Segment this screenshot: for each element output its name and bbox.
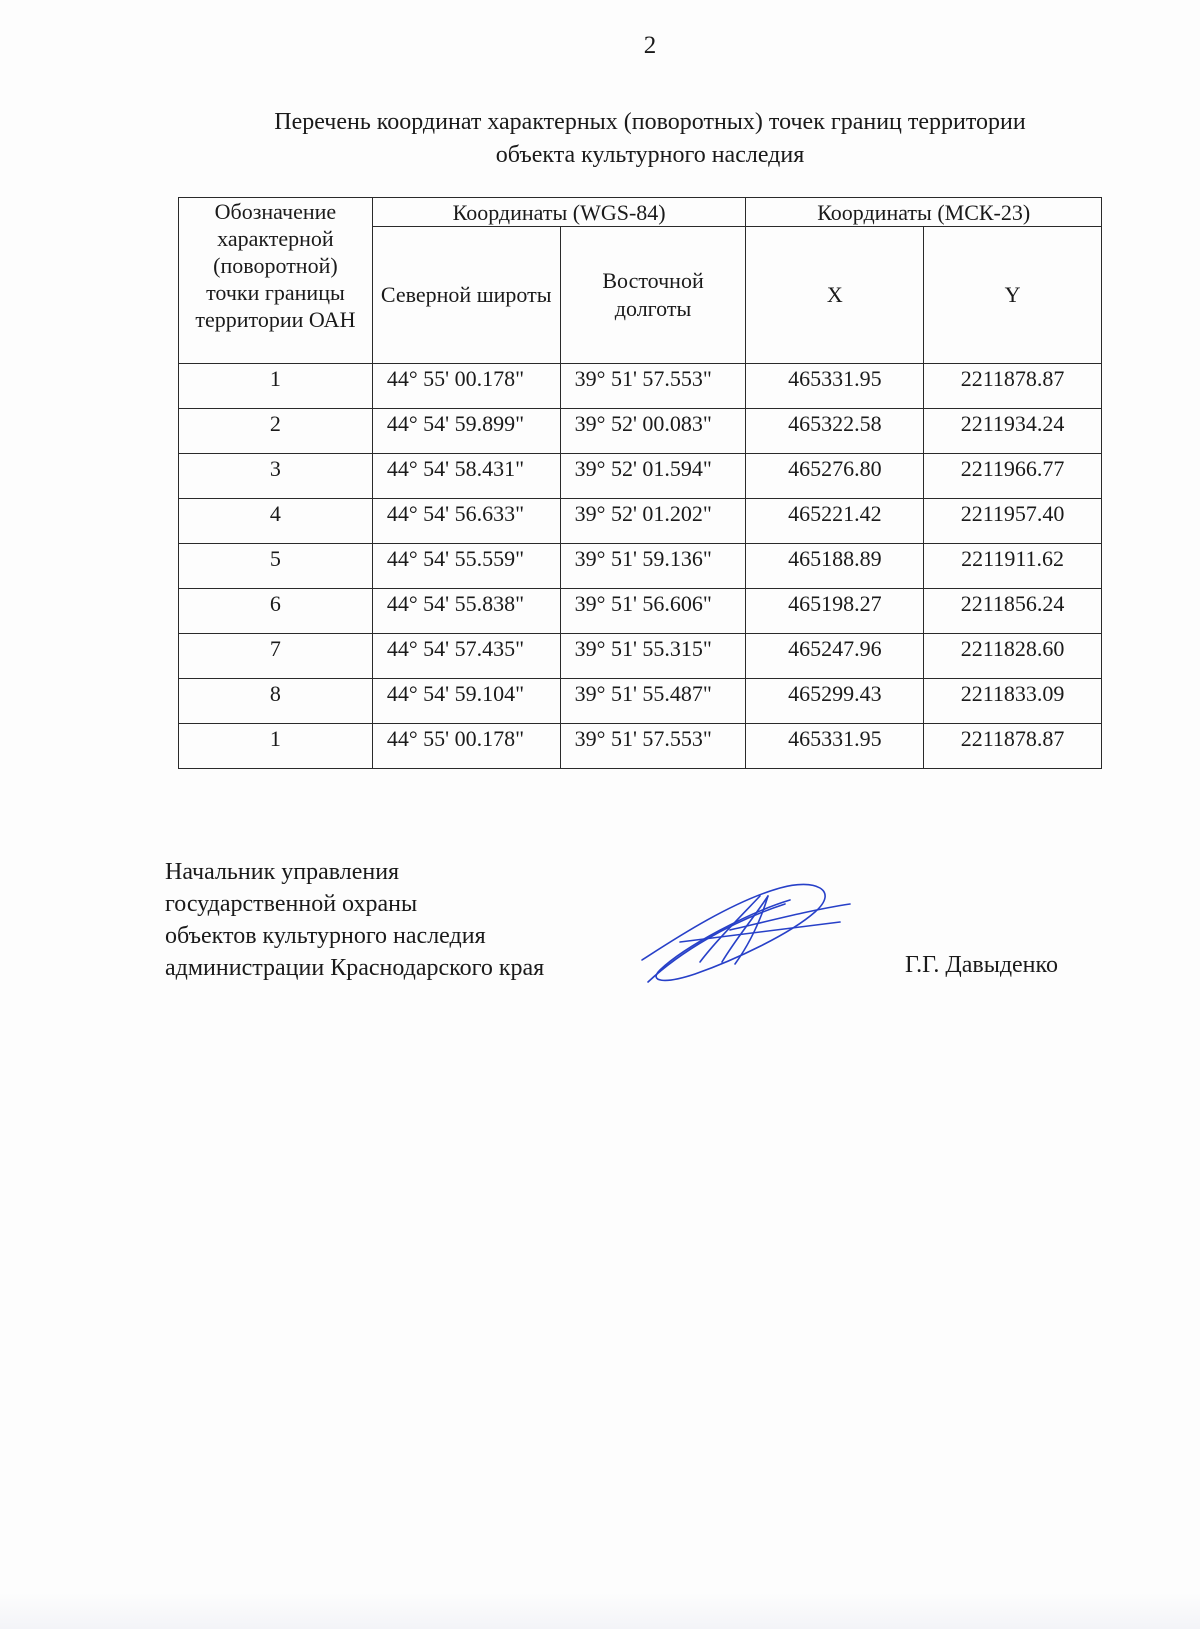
cell-longitude: 39° 51' 55.315": [560, 634, 746, 679]
cell-y: 2211957.40: [924, 499, 1102, 544]
cell-y: 2211833.09: [924, 679, 1102, 724]
cell-latitude: 44° 55' 00.178": [372, 364, 560, 409]
position-line: государственной охраны: [165, 891, 418, 917]
header-x: X: [746, 227, 924, 364]
cell-point: 1: [179, 724, 373, 769]
cell-x: 465221.42: [746, 499, 924, 544]
cell-latitude: 44° 55' 00.178": [372, 724, 560, 769]
page-number: 2: [643, 32, 657, 59]
cell-point: 3: [179, 454, 373, 499]
cell-y: 2211828.60: [924, 634, 1102, 679]
cell-longitude: 39° 51' 57.553": [560, 364, 746, 409]
cell-longitude: 39° 51' 57.553": [560, 724, 746, 769]
cell-x: 465331.95: [746, 724, 924, 769]
table-row: [179, 724, 1102, 769]
cell-latitude: 44° 54' 59.104": [372, 679, 560, 724]
cell-point: 5: [179, 544, 373, 589]
position-line: администрации Краснодарского края: [165, 955, 545, 981]
header-msk23: Координаты (МСК-23): [746, 198, 1102, 227]
table-body: [179, 364, 1102, 769]
cell-y: 2211856.24: [924, 589, 1102, 634]
cell-latitude: 44° 54' 56.633": [372, 499, 560, 544]
signatory-position: [165, 856, 544, 984]
table-row: [179, 454, 1102, 499]
cell-latitude: 44° 54' 55.838": [372, 589, 560, 634]
cell-longitude: 39° 52' 01.202": [560, 499, 746, 544]
cell-longitude: 39° 51' 56.606": [560, 589, 746, 634]
cell-y: 2211878.87: [924, 724, 1102, 769]
cell-latitude: 44° 54' 58.431": [372, 454, 560, 499]
title-line-2: объекта культурного наследия: [495, 142, 805, 168]
cell-x: 465188.89: [746, 544, 924, 589]
table-row: [179, 499, 1102, 544]
table-row: [179, 364, 1102, 409]
table-row: [179, 409, 1102, 454]
coordinates-table: [178, 197, 1102, 769]
cell-point: 4: [179, 499, 373, 544]
signatory-name: Г.Г. Давыденко: [905, 952, 1058, 978]
cell-y: 2211878.87: [924, 364, 1102, 409]
cell-point: 2: [179, 409, 373, 454]
document-title: [150, 106, 1150, 172]
cell-longitude: 39° 52' 01.594": [560, 454, 746, 499]
title-line-1: Перечень координат характерных (поворотных) точек границ территории: [274, 109, 1026, 135]
position-line: объектов культурного наследия: [165, 923, 486, 949]
cell-longitude: 39° 51' 59.136": [560, 544, 746, 589]
cell-point: 6: [179, 589, 373, 634]
cell-x: 465276.80: [746, 454, 924, 499]
cell-y: 2211934.24: [924, 409, 1102, 454]
cell-x: 465198.27: [746, 589, 924, 634]
cell-x: 465322.58: [746, 409, 924, 454]
cell-x: 465247.96: [746, 634, 924, 679]
cell-x: 465299.43: [746, 679, 924, 724]
cell-point: 1: [179, 364, 373, 409]
table-row: [179, 589, 1102, 634]
header-y: Y: [924, 227, 1102, 364]
position-line: Начальник управления: [165, 859, 400, 885]
scan-edge: [0, 1593, 1200, 1629]
table-row: [179, 634, 1102, 679]
header-wgs84: Координаты (WGS-84): [372, 198, 746, 227]
cell-longitude: 39° 52' 00.083": [560, 409, 746, 454]
cell-latitude: 44° 54' 57.435": [372, 634, 560, 679]
cell-longitude: 39° 51' 55.487": [560, 679, 746, 724]
cell-latitude: 44° 54' 55.559": [372, 544, 560, 589]
table-row: [179, 544, 1102, 589]
cell-latitude: 44° 54' 59.899": [372, 409, 560, 454]
cell-point: 8: [179, 679, 373, 724]
table-row: [179, 679, 1102, 724]
cell-point: 7: [179, 634, 373, 679]
cell-y: 2211966.77: [924, 454, 1102, 499]
cell-x: 465331.95: [746, 364, 924, 409]
handwritten-signature: [640, 882, 870, 997]
header-longitude: Восточной долготы: [560, 227, 746, 364]
header-point-designation: Обозначение характерной (поворотной) точки границы территории ОАН: [179, 198, 373, 364]
cell-y: 2211911.62: [924, 544, 1102, 589]
header-latitude: Северной широты: [372, 227, 560, 364]
